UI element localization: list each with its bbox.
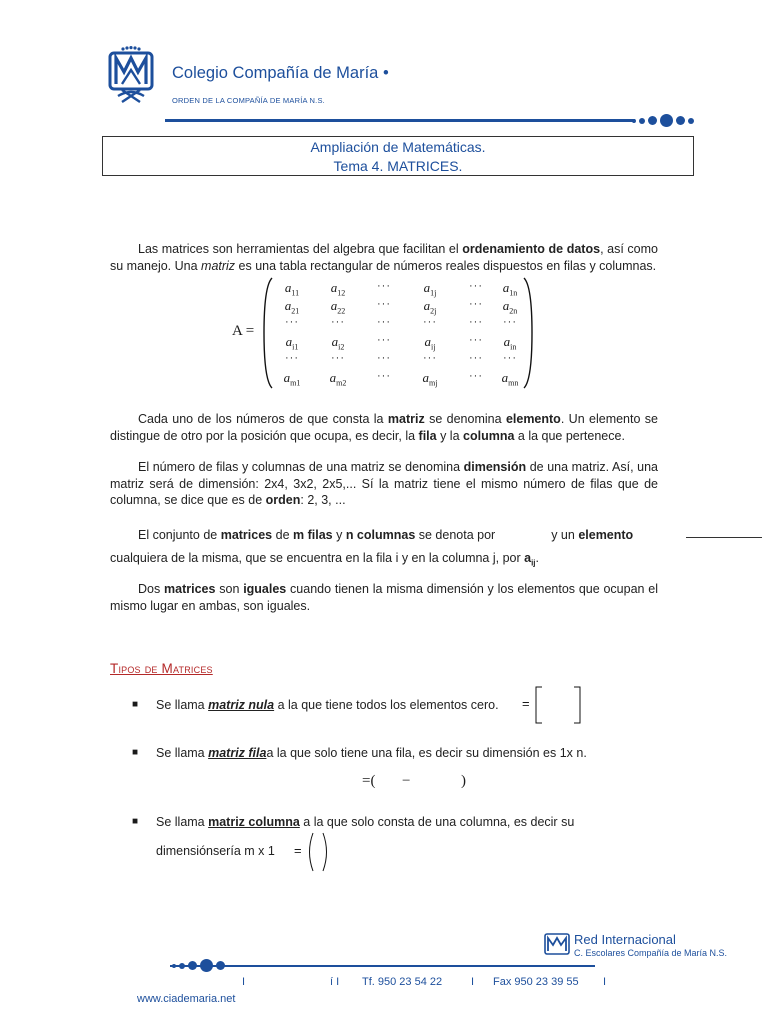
matrix-cell: $a_{22}$ <box>330 298 346 316</box>
footer-separator: í I <box>330 976 340 988</box>
matrix-cell: ··· <box>377 370 391 382</box>
conjunto-paragraph: El conjunto de matrices de m filas y n columnas se denota por y un elemento cualquiera de la misma, que se encuentra en la fila i y en la columna j, por $a_{ij}$. <box>110 528 634 567</box>
intro-paragraph <box>110 241 658 274</box>
bullet-icon: ■ <box>132 699 139 710</box>
text-run: Las matrices son herramientas del algebra que facilitan el <box>138 242 463 256</box>
matrix-cell: ··· <box>377 280 391 292</box>
matrix-cell: $a_{11}$ <box>284 280 300 298</box>
list-item: Se llama matriz columna a la que solo consta de una columna, es decir su <box>156 815 575 829</box>
matrix-cell: ··· <box>423 316 437 328</box>
topic-title: Tema 4. MATRICES. <box>333 158 463 174</box>
matrix-cell: ··· <box>377 316 391 328</box>
matrix-cell: ··· <box>285 316 299 328</box>
matrix-cell: ··· <box>469 334 483 346</box>
matrix-grid <box>268 280 532 390</box>
matrix-cell: $a_{m2}$ <box>329 370 347 388</box>
footer-phone: Tf. 950 23 54 22 <box>362 976 443 988</box>
matrix-cell: ··· <box>503 352 517 364</box>
footer-separator: I <box>603 976 607 988</box>
list-item: Se llama matriz nula a la que tiene todos los elementos cero. <box>156 698 499 712</box>
network-subtitle: C. Escolares Compañía de María N.S. <box>574 948 728 958</box>
network-logo <box>544 930 570 958</box>
school-order: ORDEN DE LA COMPAÑÍA DE MARÍA N.S. <box>172 96 325 105</box>
matrix-cell: ··· <box>503 316 517 328</box>
equals-sign: = <box>294 843 302 858</box>
matrix-cell: $a_{mn}$ <box>501 370 519 388</box>
matrix-cell: $a_{mj}$ <box>422 370 438 388</box>
matrix-cell: ··· <box>469 316 483 328</box>
matrix-cell: ··· <box>469 352 483 364</box>
empty-matrix-brackets <box>534 686 582 724</box>
network-title: Red Internacional <box>574 932 676 947</box>
matrix-cell: $a_{i2}$ <box>331 334 345 352</box>
bullet-icon: ■ <box>132 816 139 827</box>
dimension-paragraph: El número de filas y columnas de una matriz se denomina dimensión de una matriz. Así, una matriz será de dimensión: 2x4, 3x2, 2x5,... Sí la matriz tiene el mismo número de filas que de columna, se dice que es de orden: 2, 3, ... <box>110 460 658 507</box>
course-title: Ampliación de Matemáticas. <box>310 139 486 155</box>
matrix-cell: ··· <box>331 316 345 328</box>
footer-rule <box>170 965 595 967</box>
list-item-continuation: dimensiónsería m x 1 <box>156 844 275 858</box>
footer-separator: I <box>471 976 475 988</box>
website-link[interactable]: www.ciademaria.net <box>137 993 236 1005</box>
equals-sign: = <box>522 696 530 711</box>
bold-term: ordenamiento de datos <box>462 242 601 256</box>
matrix-cell: $a_{m1}$ <box>283 370 301 388</box>
matrix-cell: ··· <box>285 352 299 364</box>
school-logo <box>108 46 154 104</box>
matrix-label: A = <box>232 323 255 339</box>
matrix-cell: ··· <box>469 370 483 382</box>
matrix-cell: ··· <box>331 352 345 364</box>
footer-separator: I <box>242 976 246 988</box>
matrix-cell: ··· <box>377 298 391 310</box>
footer-fax: Fax 950 23 39 55 <box>493 976 579 988</box>
row-matrix-dash: − <box>402 773 411 789</box>
text-run: es una tabla rectangular de números reales dispuestos en filas y columnas. <box>235 258 657 273</box>
matrix-cell: ··· <box>469 298 483 310</box>
list-item: Se llama matriz filaa la que solo tiene una fila, es decir su dimensión es 1x n. <box>156 746 587 760</box>
matrix-cell: $a_{i1}$ <box>285 334 299 352</box>
header-dots-ornament <box>632 113 694 129</box>
elemento-paragraph: Cada uno de los números de que consta la matriz se denomina elemento. Un elemento se distingue de otro por la posición que ocupa, es decir, la fila y la columna a la que pertenece. <box>110 412 659 443</box>
bullet-icon: ■ <box>132 747 139 758</box>
section-title: Tipos de Matrices <box>110 661 213 676</box>
matrix-cell: $a_{in}$ <box>503 334 517 352</box>
header-rule <box>165 119 635 122</box>
matrix-cell: ··· <box>377 334 391 346</box>
row-matrix-open: =( <box>362 773 376 789</box>
margin-line <box>686 537 762 538</box>
column-matrix-parens <box>305 832 331 872</box>
matrix-cell: $a_{1j}$ <box>423 280 437 298</box>
matrix-cell: ··· <box>377 352 391 364</box>
matrix-cell: ··· <box>423 352 437 364</box>
matrix-cell: $a_{1n}$ <box>502 280 518 298</box>
row-matrix-close: ) <box>461 773 466 789</box>
text-run: , así como su manejo. Una <box>110 242 658 273</box>
matrix-cell: $a_{21}$ <box>284 298 300 316</box>
matrix-cell: $a_{2j}$ <box>423 298 437 316</box>
matrix-cell: $a_{ij}$ <box>424 334 436 352</box>
iguales-paragraph: Dos matrices son iguales cuando tienen la misma dimensión y los elementos que ocupan el mismo lugar en ambas, son iguales. <box>110 582 658 613</box>
matrix-cell: $a_{2n}$ <box>502 298 518 316</box>
italic-term: matriz <box>201 258 236 273</box>
school-name: Colegio Compañía de María • <box>172 64 389 82</box>
matrix-cell: $a_{12}$ <box>330 280 346 298</box>
matrix-cell: ··· <box>469 280 483 292</box>
title-box <box>102 136 694 176</box>
